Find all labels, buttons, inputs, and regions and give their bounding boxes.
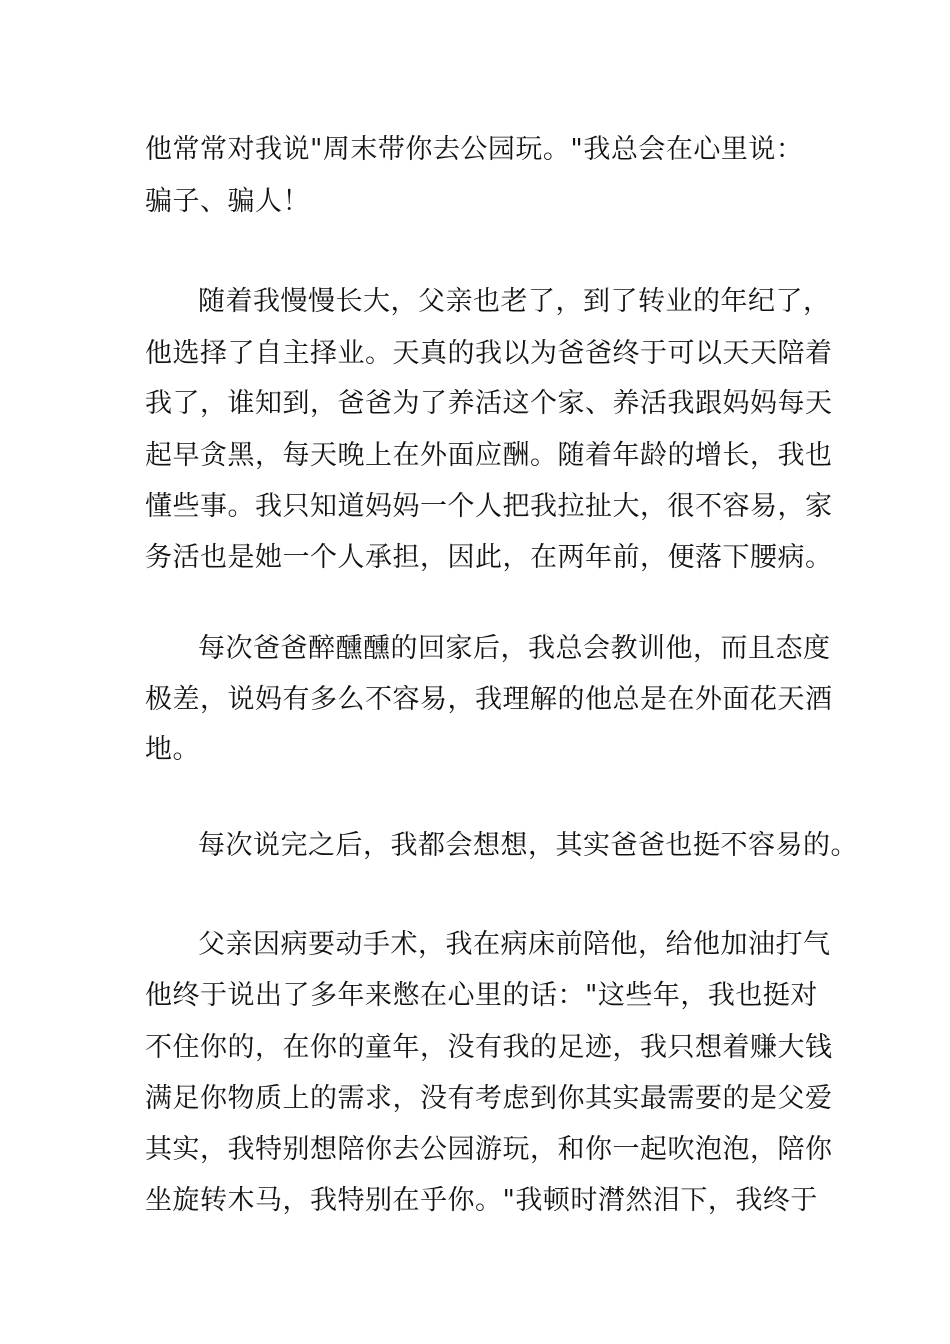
text-line: 懂些事。我只知道妈妈一个人把我拉扯大，很不容易，家 <box>145 491 833 522</box>
text-line: 他常常对我说"周末带你去公园玩。"我总会在心里说： <box>145 134 804 165</box>
text-line: 父亲因病要动手术，我在病床前陪他，给他加油打气 <box>198 929 831 960</box>
text-line: 随着我慢慢长大，父亲也老了，到了转业的年纪了， <box>198 286 831 317</box>
text-line: 务活也是她一个人承担，因此，在两年前，便落下腰病。 <box>145 542 833 573</box>
text-line: 极差，说妈有多么不容易，我理解的他总是在外面花天酒 <box>145 684 833 715</box>
text-line: 其实，我特别想陪你去公园游玩，和你一起吹泡泡，陪你 <box>145 1134 833 1165</box>
text-line: 满足你物质上的需求，没有考虑到你其实最需要的是父爱 <box>145 1083 833 1114</box>
text-line: 坐旋转木马，我特别在乎你。"我顿时潸然泪下，我终于 <box>145 1185 818 1216</box>
text-line: 起早贪黑，每天晚上在外面应酬。随着年龄的增长，我也 <box>145 440 833 471</box>
text-line: 他选择了自主择业。天真的我以为爸爸终于可以天天陪着 <box>145 338 833 369</box>
text-line: 骗子、骗人！ <box>145 186 310 217</box>
text-line: 每次说完之后，我都会想想，其实爸爸也挺不容易的。 <box>198 830 858 861</box>
text-line: 每次爸爸醉醺醺的回家后，我总会教训他，而且态度 <box>198 633 831 664</box>
text-line: 他终于说出了多年来憋在心里的话："这些年，我也挺对 <box>145 980 818 1011</box>
text-line: 我了，谁知到，爸爸为了养活这个家、养活我跟妈妈每天 <box>145 388 833 419</box>
text-line: 不住你的，在你的童年，没有我的足迹，我只想着赚大钱 <box>145 1032 833 1063</box>
text-line: 地。 <box>145 734 200 765</box>
